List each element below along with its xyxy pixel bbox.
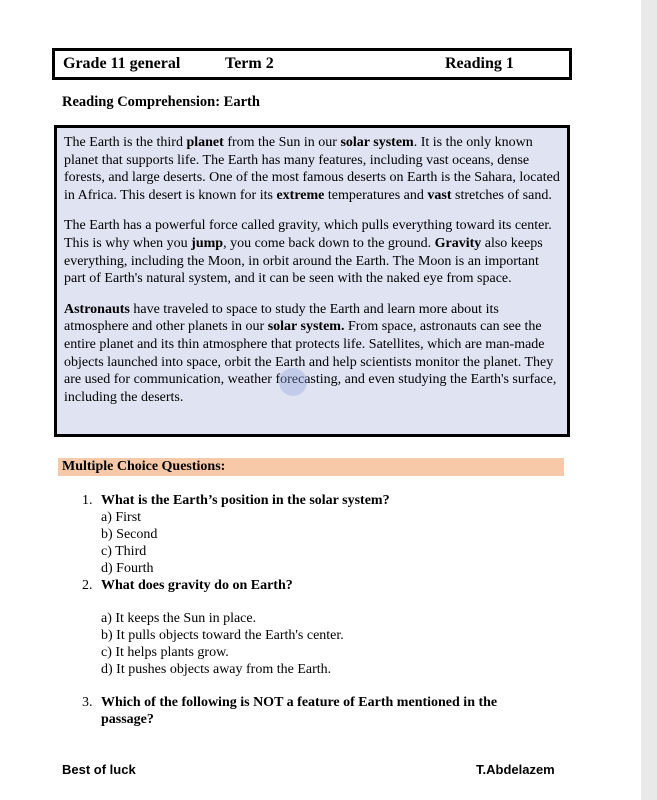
- question-number: 3.: [82, 695, 93, 710]
- question-stem: Which of the following is NOT a feature of Earth mentioned in the passage?: [101, 695, 498, 727]
- passage-text: have traveled to space to study the Earth and learn more about its atmosphere and other planets in our: [64, 301, 499, 335]
- header-reading: Reading 1: [445, 55, 514, 72]
- passage-text: temperatures and: [324, 187, 428, 203]
- bold-term: solar system: [340, 135, 414, 150]
- bold-term: vast: [427, 187, 452, 203]
- page-edge-strip: [641, 0, 657, 800]
- passage-text: From space, astronauts can see the entire planet and its thin atmosphere that protects life. Satellites, which are man-made objects launched into space, orbit the Earth and help scientists monitor the planet. They are used for communication, weather forecasting, and even studying the Earth's surface, including the deserts.: [64, 319, 557, 405]
- option-1a: a) First: [101, 510, 142, 525]
- passage-text: . It is the only known planet that supports life. The Earth has many features, including vast oceans, dense forests, and large deserts. One of the most famous deserts on Earth is the Sahara, located in Africa. This desert is known for its: [64, 135, 560, 203]
- passage-text: stretches of sand.: [451, 187, 552, 203]
- passage-text: , you come back down to the ground.: [223, 235, 435, 251]
- question-stem: What is the Earth’s position in the solar system?: [101, 493, 390, 508]
- passage-text: also keeps everything, including the Moon, in orbit around the Earth. The Moon is an important part of Earth's natural system, and it can be seen with the naked eye from space.: [64, 235, 543, 287]
- passage-paragraph-1: [64, 134, 561, 204]
- header-term: Term 2: [225, 55, 274, 72]
- bold-term: jump: [191, 235, 224, 251]
- mcq-title: Multiple Choice Questions:: [58, 458, 564, 476]
- bold-term: planet: [186, 135, 224, 150]
- option-2b: b) It pulls objects toward the Earth's center.: [101, 628, 344, 643]
- bold-term: extreme: [276, 187, 325, 203]
- passage-paragraph-2: [64, 217, 561, 287]
- section-title: Reading Comprehension: Earth: [62, 94, 260, 110]
- passage-paragraph-3: [64, 301, 561, 407]
- option-1d: d) Fourth: [101, 561, 154, 576]
- footer-left: Best of luck: [62, 762, 136, 777]
- option-1b: b) Second: [101, 527, 158, 542]
- question-number: 1.: [82, 493, 93, 508]
- footer-author: T.Abdelazem: [476, 762, 555, 777]
- passage-text: from the Sun in our: [223, 135, 341, 150]
- option-2d: d) It pushes objects away from the Earth.: [101, 662, 332, 677]
- bold-term: Astronauts: [64, 301, 130, 317]
- passage-text: The Earth is the third: [64, 135, 187, 150]
- bold-term: Gravity: [434, 235, 482, 251]
- watermark-logo: [279, 368, 307, 396]
- question-number: 2.: [82, 578, 93, 593]
- option-2a: a) It keeps the Sun in place.: [101, 611, 257, 626]
- reading-passage: [54, 125, 570, 437]
- option-1c: c) Third: [101, 544, 147, 559]
- header-box: [52, 48, 572, 80]
- question-stem: What does gravity do on Earth?: [101, 578, 293, 593]
- bold-term: solar system.: [267, 319, 345, 335]
- header-grade: Grade 11 general: [63, 55, 181, 72]
- passage-text: The Earth has a powerful force called gravity, which pulls everything toward its center. This is why when you: [64, 218, 552, 251]
- option-2c: c) It helps plants grow.: [101, 645, 229, 660]
